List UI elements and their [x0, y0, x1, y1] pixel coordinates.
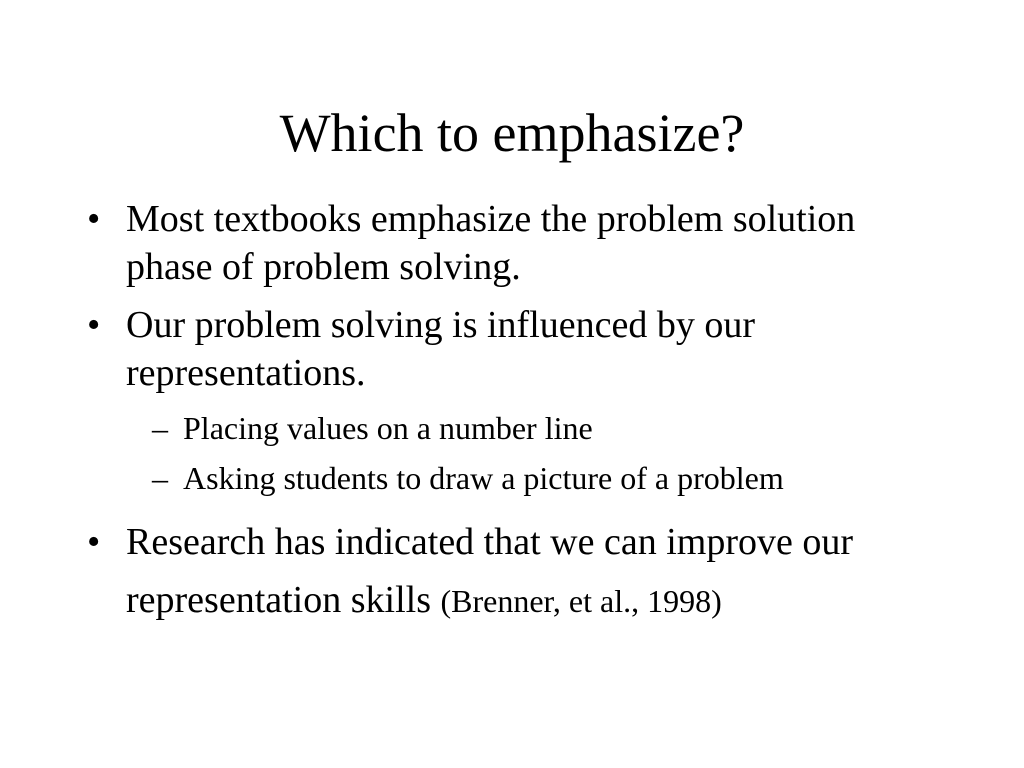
sub-bullet-text: Placing values on a number line: [183, 410, 593, 446]
sub-bullet-text: Asking students to draw a picture of a problem: [183, 460, 784, 496]
bullet-text: Our problem solving is influenced by our representations.: [126, 304, 756, 394]
bullet-item-representations: [85, 301, 945, 503]
bullet-item-research: [85, 513, 945, 630]
dash-icon: –: [152, 460, 168, 496]
dash-icon: –: [152, 410, 168, 446]
sub-bullet-item-draw-picture: [138, 453, 945, 503]
bullet-text: Most textbooks emphasize the problem solution phase of problem solving.: [126, 198, 856, 288]
sub-bullet-list: [126, 403, 945, 503]
citation: (Brenner, et al., 1998): [440, 583, 722, 619]
bullet-list: [85, 195, 945, 640]
bullet-icon: •: [87, 198, 101, 240]
slide-title: Which to emphasize?: [279, 103, 745, 163]
bullet-text: Research has indicated that we can improve our representation skills: [126, 521, 853, 621]
sub-bullet-item-number-line: [138, 403, 945, 453]
bullet-icon: •: [87, 521, 101, 563]
bullet-item-textbooks: [85, 195, 945, 291]
bullet-icon: •: [87, 304, 101, 346]
